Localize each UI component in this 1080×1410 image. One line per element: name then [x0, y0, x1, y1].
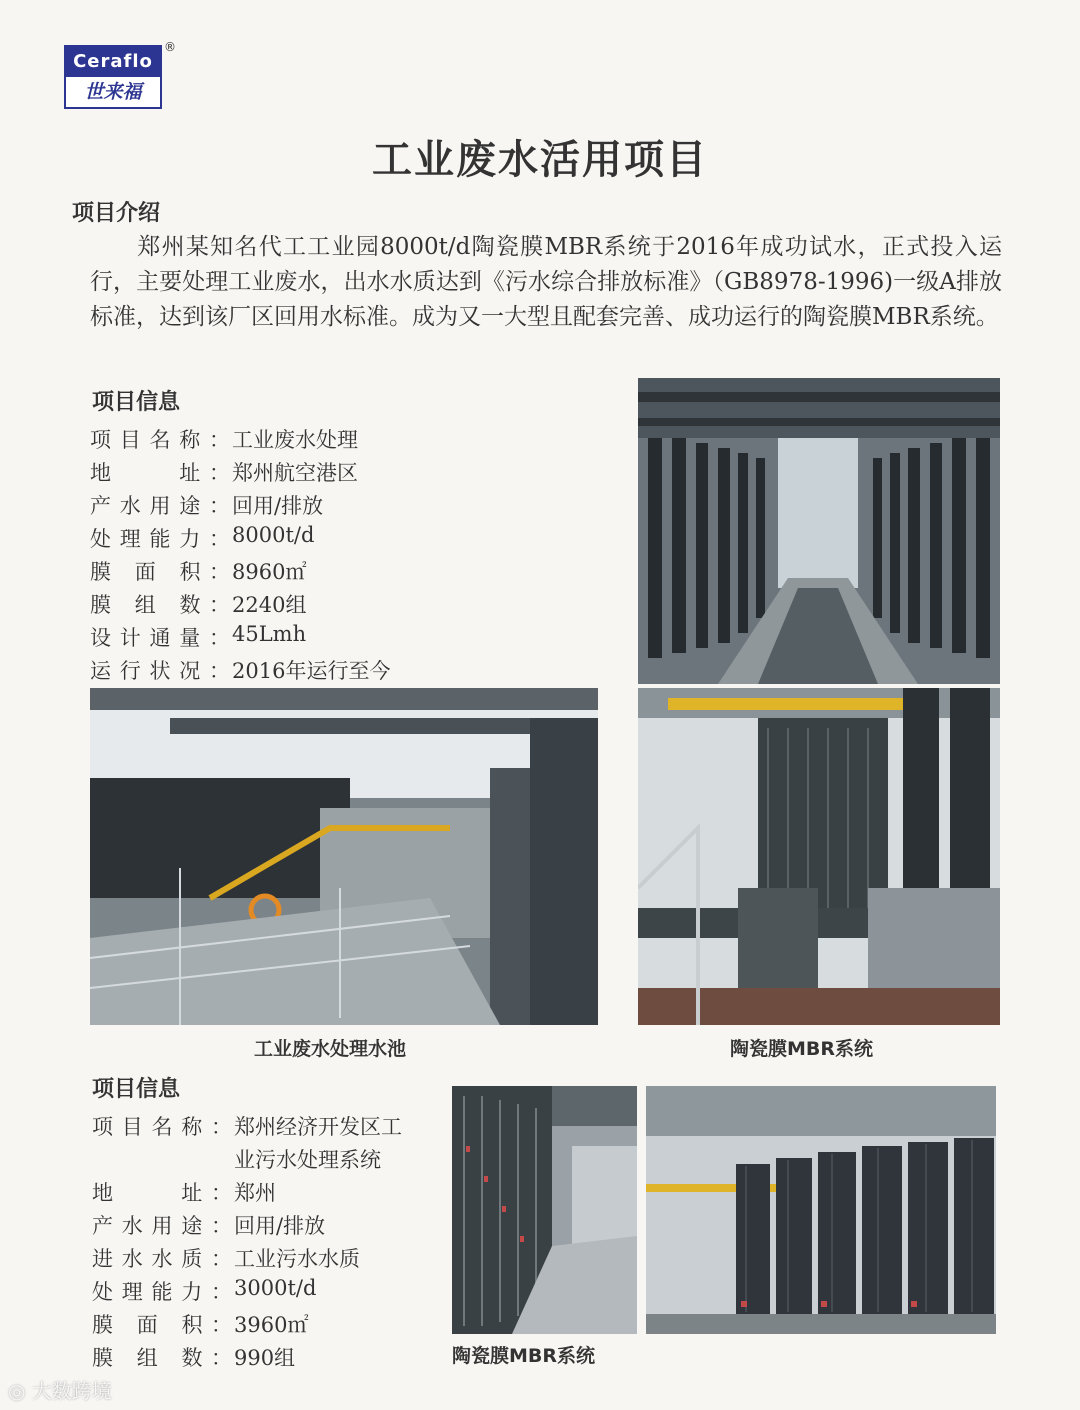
info-key: 设计通量： — [90, 626, 230, 650]
info-key: 膜 组 数： — [92, 1346, 232, 1370]
info-key: 处理能力： — [92, 1280, 232, 1304]
info-value: 回用/排放 — [234, 1214, 326, 1238]
mbr-corridor-photo — [638, 378, 1000, 684]
info-value: 3960㎡ — [234, 1313, 309, 1337]
info-value: 2016年运行至今 — [232, 659, 391, 683]
logo-brand-cn: 世来福 — [84, 81, 142, 103]
info-value: 工业污水水质 — [234, 1247, 360, 1271]
info-row — [92, 1177, 276, 1207]
intro-heading: 项目介绍 — [72, 201, 161, 226]
info-value: 业污水处理系统 — [234, 1148, 381, 1172]
info-row — [92, 1276, 317, 1306]
project2-corridor-illustration — [452, 1086, 637, 1334]
info-key: 膜 面 积： — [90, 560, 230, 584]
info-key: 地 址： — [90, 461, 230, 485]
info-row — [90, 490, 324, 520]
watermark — [8, 1375, 112, 1404]
info-row — [90, 523, 315, 553]
project2-corridor-photo — [452, 1086, 637, 1334]
project2-info-list — [92, 1111, 442, 1381]
brand-logo — [64, 45, 162, 109]
info-value: 郑州航空港区 — [232, 461, 358, 485]
info-key: 产水用途： — [90, 494, 230, 518]
info-value: 郑州经济开发区工 — [234, 1115, 402, 1139]
info-key: 进水水质： — [92, 1247, 232, 1271]
info-key: 地 址： — [92, 1181, 232, 1205]
info-key: 处理能力： — [90, 527, 230, 551]
info-row — [92, 1342, 296, 1372]
info-key: 项目名称： — [92, 1115, 232, 1139]
info-key: 产水用途： — [92, 1214, 232, 1238]
info-row — [90, 457, 358, 487]
intro-text: 郑州某知名代工工业园8000t/d陶瓷膜MBR系统于2016年成功试水，正式投入运行，主要处理工业废水，出水水质达到《污水综合排放标准》（GB8978-1996)一级A排放标准，达到该厂区回用水标准。成为又一大型且配套完善、成功运行的陶瓷膜MBR系统。 — [90, 234, 1002, 330]
info-value: 45Lmh — [232, 622, 307, 646]
caption-project2-mbr: 陶瓷膜MBR系统 — [452, 1345, 596, 1367]
info-value: 8960㎡ — [232, 560, 307, 584]
info-value: 8000t/d — [232, 523, 315, 547]
mbr-pump-illustration — [638, 688, 1000, 1025]
info-row — [92, 1243, 360, 1273]
intro-paragraph — [90, 230, 1002, 335]
treatment-pool-photo — [90, 688, 598, 1025]
info-row — [90, 556, 307, 586]
project2-membrane-photo — [646, 1086, 996, 1334]
watermark-icon: ◎ — [8, 1379, 32, 1403]
info-row — [90, 622, 307, 652]
project1-info-list — [90, 424, 610, 694]
mbr-pump-photo — [638, 688, 1000, 1025]
project2-heading: 项目信息 — [92, 1077, 181, 1102]
info-value: 郑州 — [234, 1181, 276, 1205]
info-row — [92, 1111, 402, 1141]
logo-brand-en: Ceraflo — [66, 47, 160, 77]
watermark-text: 大数跨境 — [31, 1379, 112, 1403]
info-key: 膜 组 数： — [90, 593, 230, 617]
project1-heading: 项目信息 — [92, 390, 181, 415]
info-row — [90, 424, 358, 454]
registered-mark: ® — [164, 40, 176, 54]
info-value: 工业废水处理 — [232, 428, 358, 452]
project2-membrane-illustration — [646, 1086, 996, 1334]
info-key: 项目名称： — [90, 428, 230, 452]
treatment-pool-illustration — [90, 688, 598, 1025]
page-title: 工业废水活用项目 — [372, 136, 708, 183]
info-row — [90, 589, 307, 619]
mbr-corridor-illustration — [638, 378, 1000, 684]
info-key: 膜 面 积： — [92, 1313, 232, 1337]
caption-treatment-pool: 工业废水处理水池 — [254, 1038, 407, 1060]
caption-mbr-system: 陶瓷膜MBR系统 — [730, 1038, 874, 1060]
info-value: 990组 — [234, 1346, 296, 1370]
info-row — [92, 1144, 381, 1172]
info-row — [92, 1210, 326, 1240]
info-key: 运行状况： — [90, 659, 230, 683]
info-value: 3000t/d — [234, 1276, 317, 1300]
info-value: 回用/排放 — [232, 494, 324, 518]
info-row — [92, 1309, 309, 1339]
info-row — [90, 655, 391, 685]
info-value: 2240组 — [232, 593, 307, 617]
